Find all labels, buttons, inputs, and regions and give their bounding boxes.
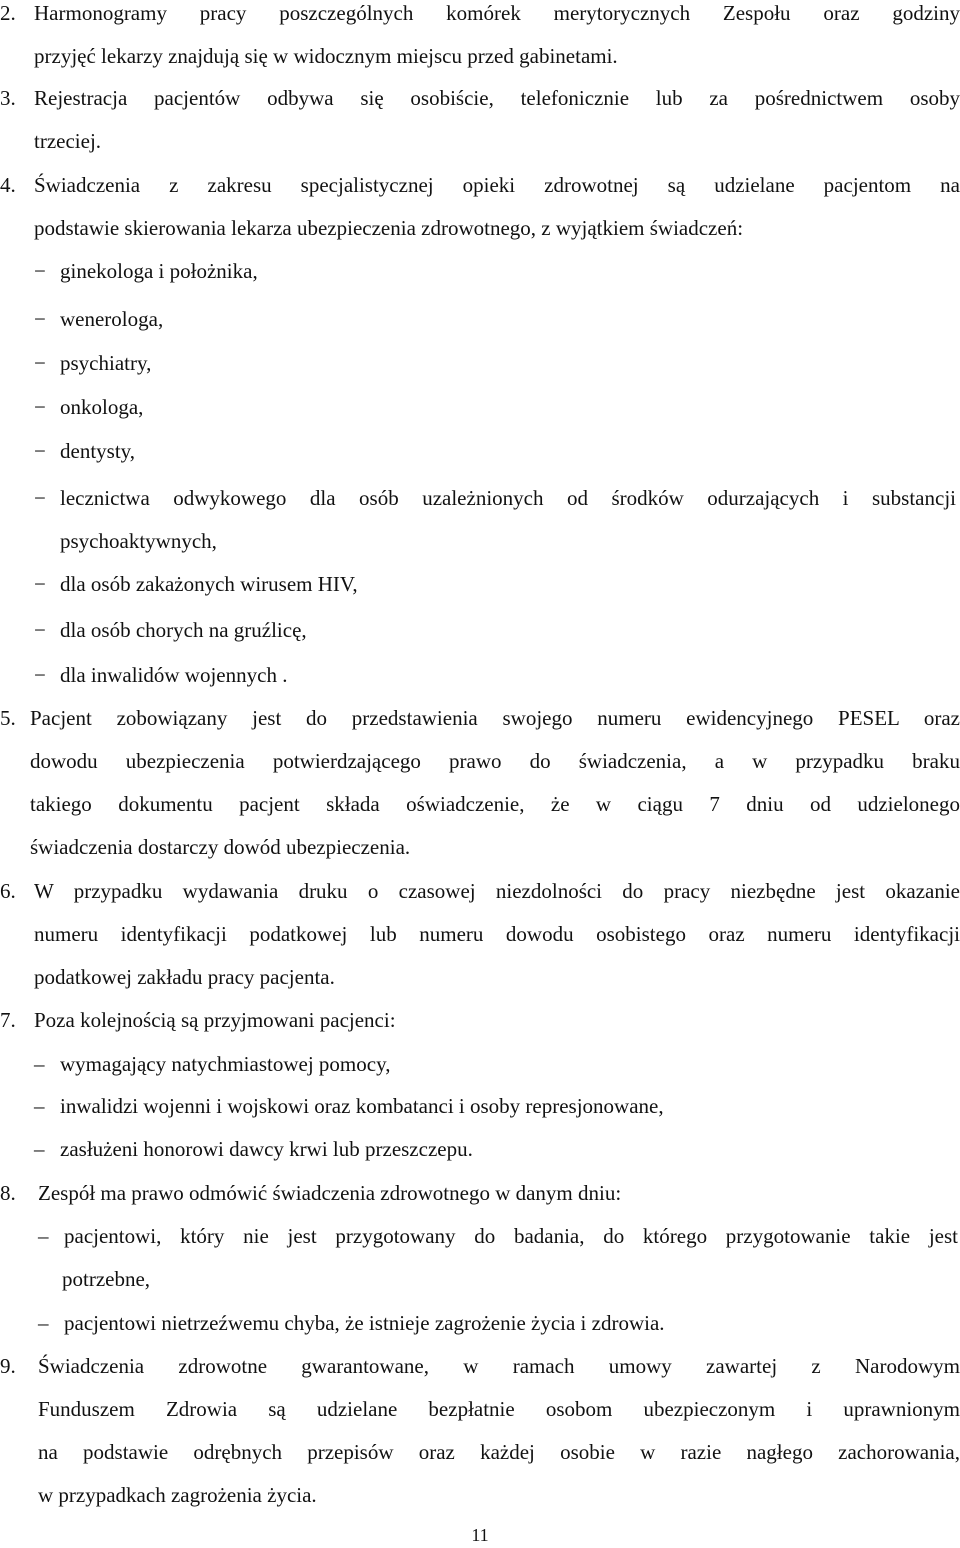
list-item-8: [0, 1172, 960, 1215]
sublist-item-text: ginekologa i położnika,: [60, 259, 258, 283]
sublist-item-text: dla osób chorych na gruźlicę,: [60, 618, 307, 642]
item-text-line: Świadczenia z zakresu specjalistycznej opieki zdrowotnej są udzielane pacjentom na: [34, 173, 960, 197]
list-item-6: [0, 870, 960, 999]
item-text-line: Zespół ma prawo odmówić świadczenia zdrowotnego w danym dniu:: [38, 1181, 622, 1205]
item-text-line: Świadczenia zdrowotne gwarantowane, w ramach umowy zawartej z Narodowym: [38, 1354, 960, 1378]
list-item-5: [0, 697, 960, 869]
item-text-line: przyjęć lekarzy znajdują się w widocznym miejscu przed gabinetami.: [34, 44, 618, 68]
item-number: 2.: [0, 1, 16, 25]
sublist-item-text: lecznictwa odwykowego dla osób uzależnionych od środków odurzających i substancji: [60, 486, 956, 510]
list-item-4: [0, 164, 960, 250]
dash-bullet: −: [34, 307, 46, 331]
item-number: 9.: [0, 1354, 16, 1378]
sublist-item-text: inwalidzi wojenni i wojskowi oraz kombatanci i osoby represjonowane,: [60, 1094, 664, 1118]
item-number: 5.: [0, 706, 16, 730]
item-text-line: Pacjent zobowiązany jest do przedstawienia swojego numeru ewidencyjnego PESEL oraz: [30, 706, 960, 730]
item-number: 8.: [0, 1181, 16, 1205]
sublist-item-text: wymagający natychmiastowej pomocy,: [60, 1052, 391, 1076]
item-text-line: podstawie skierowania lekarza ubezpieczenia zdrowotnego, z wyjątkiem świadczeń:: [34, 216, 744, 240]
dash-bullet: −: [34, 351, 46, 375]
dash-bullet: –: [38, 1224, 49, 1248]
item-number: 6.: [0, 879, 16, 903]
sublist-item-text: zasłużeni honorowi dawcy krwi lub przeszczepu.: [60, 1137, 473, 1161]
dash-bullet: –: [38, 1311, 49, 1335]
list-item-3: [0, 77, 960, 163]
sublist-item-text: pacjentowi, który nie jest przygotowany do badania, do którego przygotowanie takie jest: [64, 1224, 958, 1248]
item-text-line: w przypadkach zagrożenia życia.: [38, 1483, 317, 1507]
sublist-item-text: potrzebne,: [62, 1267, 151, 1291]
item-text-line: Poza kolejnością są przyjmowani pacjenci:: [34, 1008, 396, 1032]
item-number: 3.: [0, 86, 16, 110]
dash-bullet: –: [34, 1137, 45, 1161]
item-text-line: trzeciej.: [34, 129, 102, 153]
sublist-item-text: onkologa,: [60, 395, 144, 419]
dash-bullet: −: [34, 618, 46, 642]
sublist-item-text: wenerologa,: [60, 307, 164, 331]
sublist-item-text: pacjentowi nietrzeźwemu chyba, że istnieje zagrożenie życia i zdrowia.: [64, 1311, 665, 1335]
item-text-line: Harmonogramy pracy poszczególnych komórek merytorycznych Zespołu oraz godziny: [34, 1, 960, 25]
dash-bullet: –: [34, 1094, 45, 1118]
dash-bullet: −: [34, 486, 46, 510]
dash-bullet: −: [34, 259, 46, 283]
item-number: 4.: [0, 173, 16, 197]
sublist-item-text: dla osób zakażonych wirusem HIV,: [60, 572, 358, 596]
item-text-line: na podstawie odrębnych przepisów oraz każdej osobie w razie nagłego zachorowania,: [38, 1440, 960, 1464]
dash-bullet: −: [34, 439, 46, 463]
sublist-item-text: dentysty,: [60, 439, 136, 463]
page-number: 11: [471, 1525, 489, 1545]
dash-bullet: −: [34, 663, 46, 687]
item-text-line: świadczenia dostarczy dowód ubezpieczenia.: [30, 835, 411, 859]
item-text-line: takiego dokumentu pacjent składa oświadczenie, że w ciągu 7 dniu od udzielonego: [30, 792, 960, 816]
item-text-line: dowodu ubezpieczenia potwierdzającego prawo do świadczenia, a w przypadku braku: [30, 749, 960, 773]
dash-bullet: −: [34, 572, 46, 596]
item-text-line: numeru identyfikacji podatkowej lub numeru dowodu osobistego oraz numeru identyfikacji: [34, 922, 960, 946]
item-text-line: W przypadku wydawania druku o czasowej niezdolności do pracy niezbędne jest okazanie: [34, 879, 960, 903]
item-text-line: Rejestracja pacjentów odbywa się osobiście, telefonicznie lub za pośrednictwem osoby: [34, 86, 960, 110]
item-number: 7.: [0, 1008, 16, 1032]
item-text-line: Funduszem Zdrowia są udzielane bezpłatnie osobom ubezpieczonym i uprawnionym: [38, 1397, 960, 1421]
sublist-item-text: psychoaktywnych,: [60, 529, 217, 553]
sublist-item-text: psychiatry,: [60, 351, 152, 375]
list-item-7: [0, 999, 960, 1042]
list-item-2: [0, 0, 960, 78]
dash-bullet: −: [34, 395, 46, 419]
sublist-item-text: dla inwalidów wojennych .: [60, 663, 288, 687]
list-item-9: [0, 1345, 960, 1517]
item-text-line: podatkowej zakładu pracy pacjenta.: [34, 965, 335, 989]
dash-bullet: –: [34, 1052, 45, 1076]
